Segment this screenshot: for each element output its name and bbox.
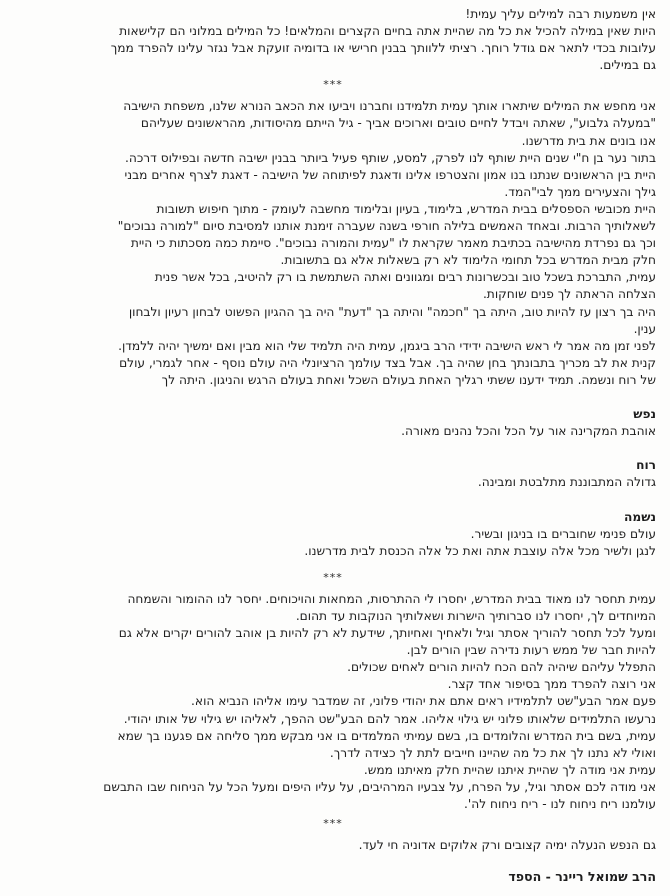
paragraph: ומעל לכל תחסר להוריך אסתר וגיל ולאחיך ואחיותך, שידעת לא רק להיות בן אוהב להורים יקרים אלא גם להיות חבר של ממש רעות נדירה שבין הורים לבן. (118, 626, 656, 658)
paragraph: נרעשו התלמידים שלאותו פלוני יש גילוי אליהו. אמר להם הבע"שט ההפך, לאליהו יש גילוי של אותו יהודי. (123, 711, 656, 726)
term-label: רוח (636, 458, 656, 473)
opening-section (10, 6, 656, 74)
paragraph: עמית, התברכת בשכל טוב ובכשרונות רבים ומגוונים ואתה השתמשת בו רק להיטיב, בכל אשר פנית הצלחה הראתה לך פנים שוחקות. (154, 270, 656, 302)
paragraph: אני רוצה להפרד ממך בסיפור אחד קצר. (447, 677, 656, 692)
paragraph: אני מחפש את המילים שיתארו אותך עמית תלמידנו וחברנו ויביעו את הכאב הנורא שלנו, משפחת הישיבה "במעלה גלבוע", שאתה ויבדל לחיים טובים וארוכים אביך - גיל הייתם מהיסודות, מהראשונים שעליהם אנו בונים את בית מדרשנו. (123, 99, 656, 148)
term-row-nefesh (10, 389, 656, 440)
paragraph: עמית תחסר לנו מאוד בבית המדרש, יחסרו לי ההתרסות, המחאות והויכוחים. יחסר לנו ההומור והשמחה המיוחדים לך, יחסרו לנו סברותיך הישרות ושאלותיך הנוקבות עד תהום. (127, 591, 656, 623)
section-separator: *** (323, 78, 343, 92)
paragraph: בתור נער בן ח"י שנים היית שותף לנו לפרק, למסע, שותף פעיל ביותר בבנין ישיבה חדשה ובפילוס דרכה. היית בין הראשונים שנתנו בנו אמון והצטרפו אלינו ודאגת לפיתוחה של הישיבה - דאגת לצרף אחרים מבני גילך והצעירים ממך לבי"המד. (124, 150, 656, 199)
paragraph: עמית אני מודה לך שהיית איתנו שהיית חלק מאיתנו ממש. (363, 762, 656, 777)
closing-section (10, 837, 656, 854)
paragraph: פעם אמר הבע"שט לתלמידיו ראים אתם את יהודי פלוני, זה שמדבר עימו אליהו הנביא הוא. (191, 694, 656, 709)
paragraph: גם הנפש הנעלה ימיה קצובים ורק אלוקים אדוניה חי לעד. (358, 838, 656, 853)
farewell-section (10, 591, 656, 813)
term-label: נפש (633, 407, 656, 422)
term-label: נשמה (624, 509, 656, 524)
paragraph: עמית, בשם בית המדרש והלומדים בו, בשם עמיתי המלמדים בו אני מבקש ממך סליחה אם פגענו בך שמא ואולי לא נתנו לך את כל מה שהיינו חייבים לתת לך כצידה לדרך. (117, 728, 656, 760)
memories-section (10, 98, 656, 560)
term-text: גדולה המתבוננת מתלבטת ומבינה. (477, 475, 656, 490)
term-text: עולם פנימי שחוברים בו בניגון ובשיר. (470, 526, 656, 541)
section-separator: *** (323, 817, 343, 831)
paragraph: לנגן ולשיר מכל אלה עוצבת אתה ואת כל אלה הכנסת לבית מדרשנו. (304, 543, 656, 558)
soul-terms-list (10, 389, 656, 543)
term-row-ruach (10, 440, 656, 491)
author-signature: הרב שמואל ריינר - הספד (508, 869, 656, 885)
paragraph: אני מודה לכם אסתר וגיל, על הפרח, על צבעיו המרהיבים, על עליו היפים ומעל הכל על הניחוח שבו התבשם עולמנו ריח ניחוח לנו - ריח ניחוח לה'. (103, 779, 656, 812)
paragraph: לפני זמן מה אמר לי ראש הישיבה ידידי הרב ביגמן, עמית היה תלמיד שלי הוא מבין ואם ימשיך יהיה ללמדן. קנית את לב מכריך בתבונתך בחן שהיה בך. אבל בצד עולמך הרציונלי היה עולם נוסף - אחר לגמרי, עולם של רוח ונשמה. תמיד ידענו ששתי רגליך האחת בעולם השכל ואחת בעולם הרגש והניגון. היתה לך (118, 338, 656, 387)
term-text: אוהבת המקרינה אור על הכל והכל נהנים מאורה. (401, 424, 656, 439)
section-separator: *** (323, 570, 343, 584)
term-row-neshama (10, 492, 656, 543)
paragraph: היית מכובשי הספסלים בבית המדרש, בלימוד, בעיון ובלימוד מחשבה לעומק - מתוך חיפוש תשובות לשאלותיך הרבות. ובאחד האמשים בלילה חורפי בשנה שעברה זימנת אותנו למסיבת סיום "למורה נבוכים" וכך גם נפרדת מהישיבה בכתיבת מאמר שקראת לו "עמית והמורה נבוכים". סיימת כמה מסכתות כי היית חלק מבית המדרש בכל תחומי הלימוד לא רק בשאלות אלא גם בתשובות. (117, 201, 656, 268)
paragraph: אין משמעות רבה למילים עליך עמית! היות שאין במילה להכיל את כל מה שהיית אתה בחיים הקצרים והמלאים! כל המילים במלוני הם קלישאות עלובות בכדי לתאר אם גודל רוחך. רציתי ללוותך בבנין חרישי או בדומיה זועקת אבל נגזר עלינו להפרד ממך גם במילים. (110, 7, 656, 73)
paragraph: התפלל עליהם שיהיה להם הכח להיות הורים לאחים שכולים. (347, 660, 656, 675)
paragraph: היה בך רצון עז להיות טוב, היתה בך "חכמה" והיתה בך "דעת" היה בך ההגיון הפשוט לבחון רעיון ולבחון ענין. (128, 304, 656, 336)
